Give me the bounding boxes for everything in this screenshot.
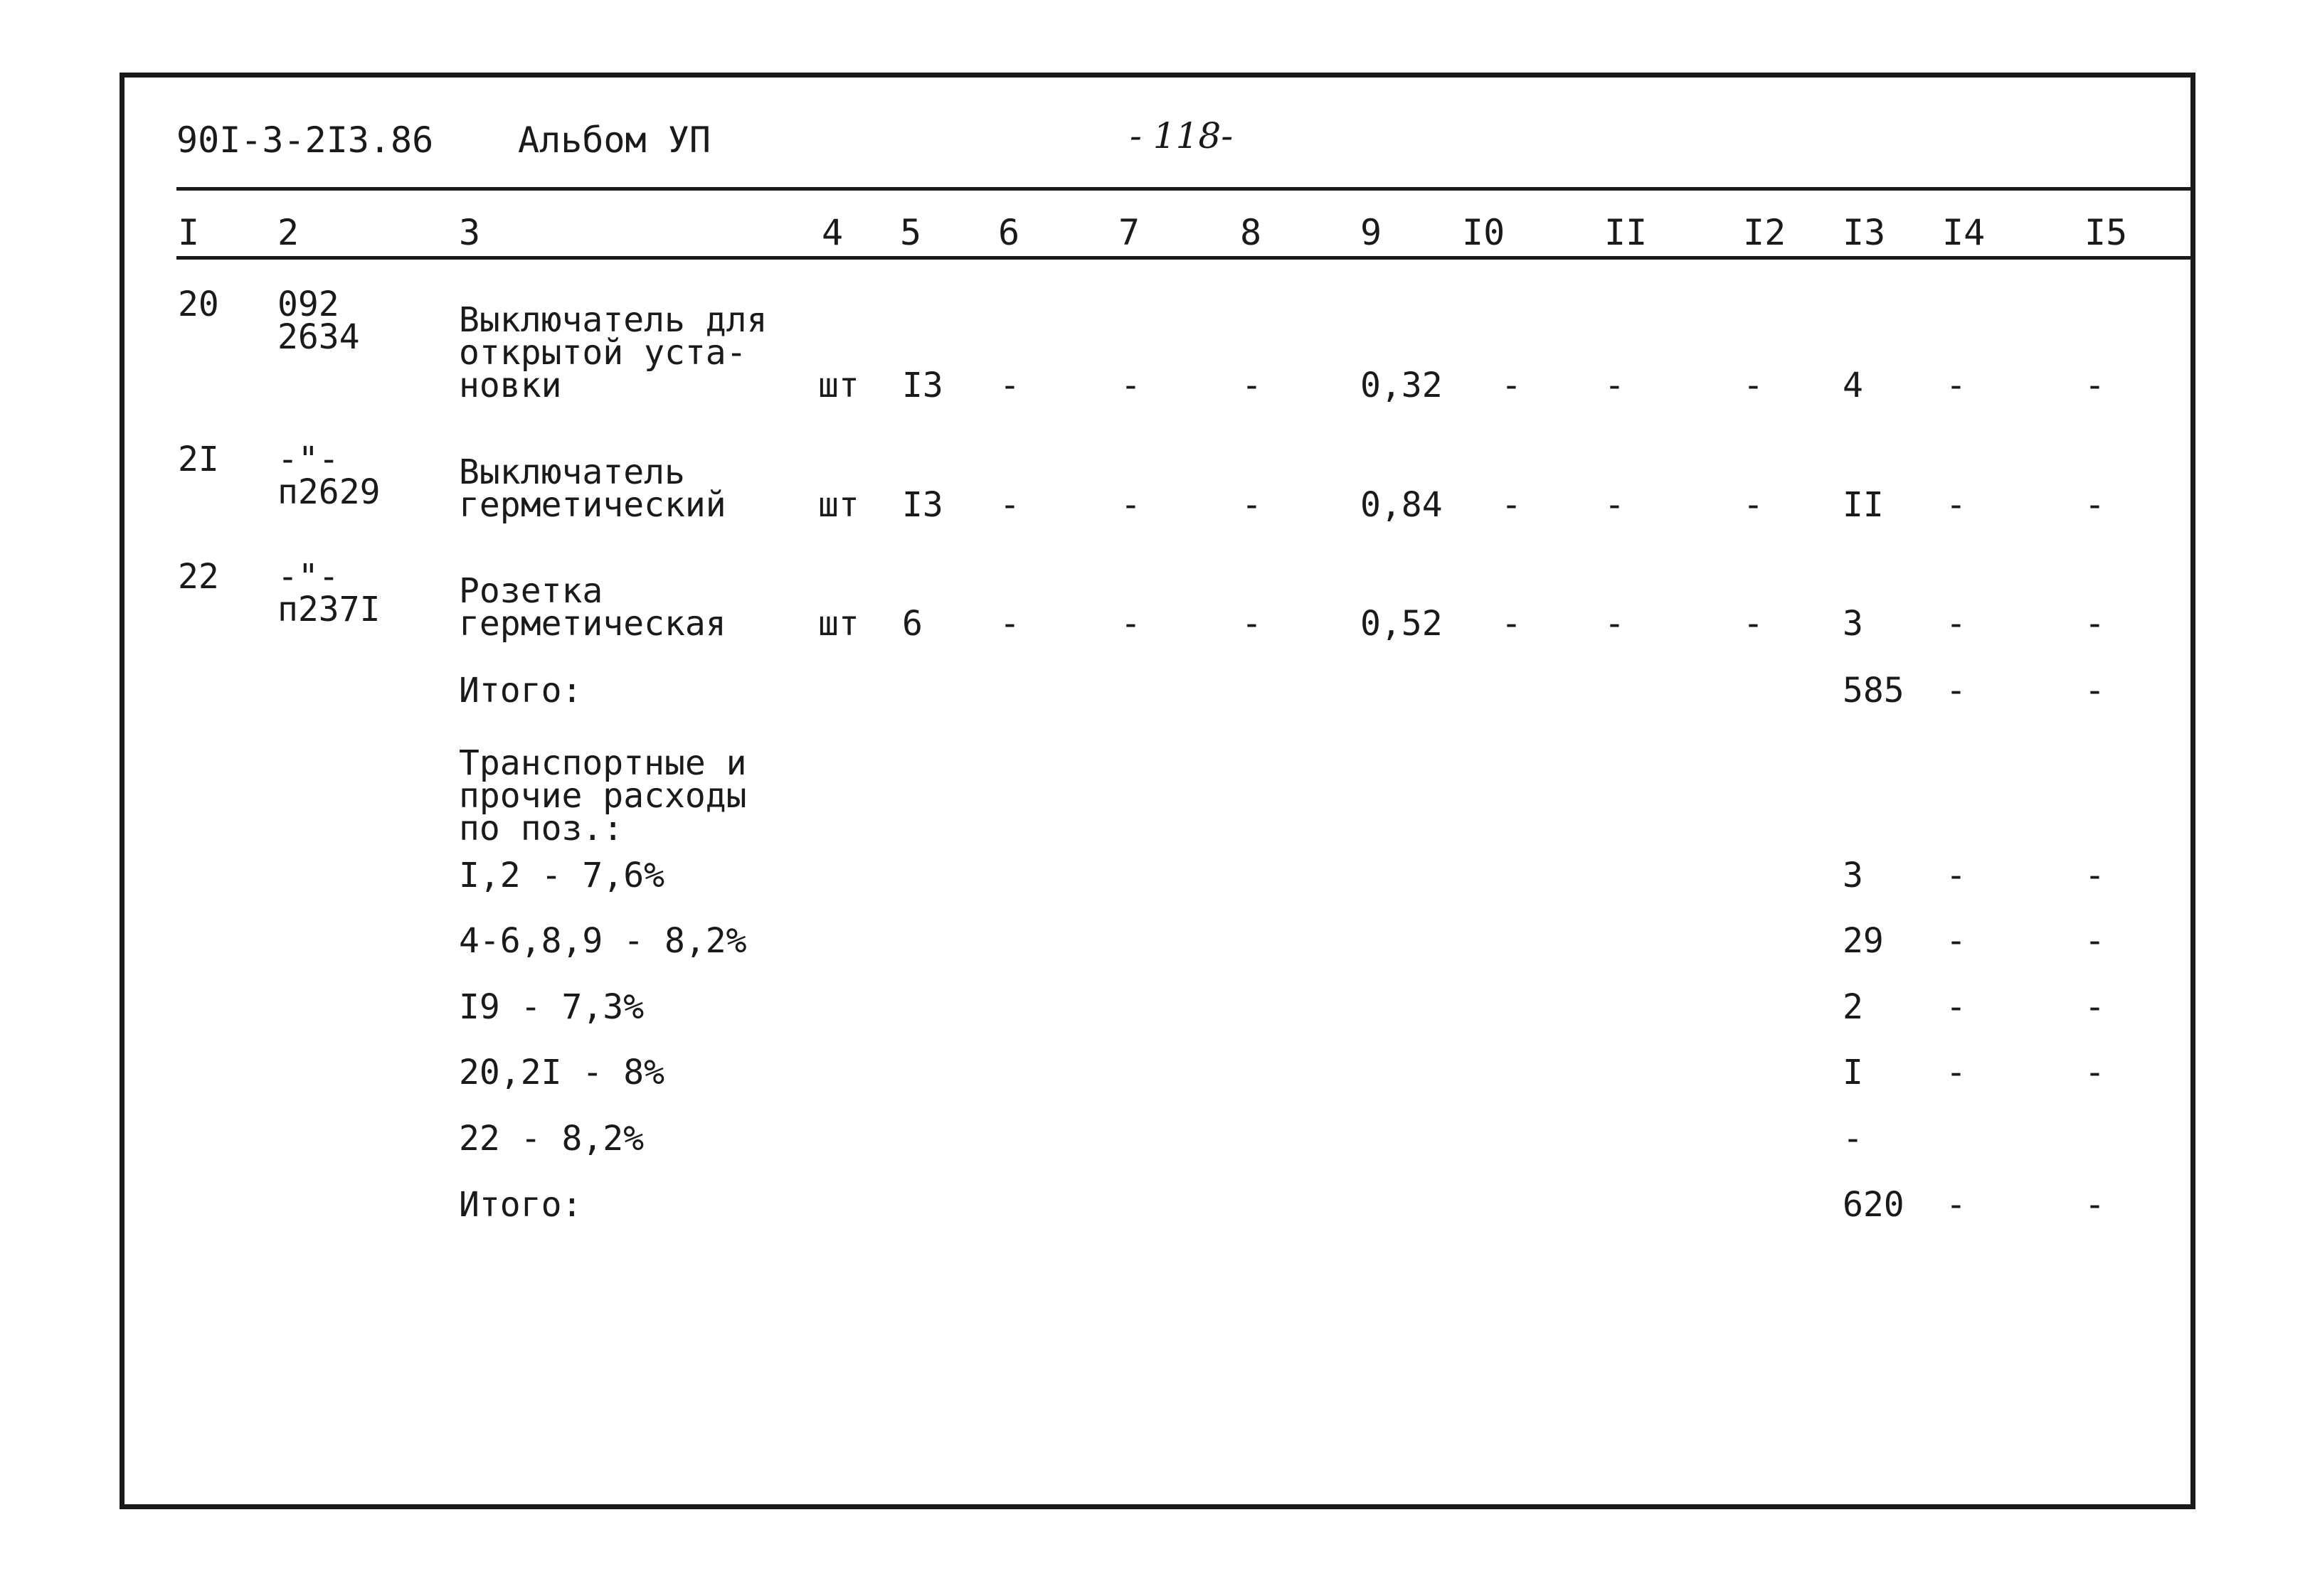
row-20-col15: - [2084, 366, 2105, 405]
row-21-col7: - [1120, 485, 1141, 525]
transport-line-label: 20,2I - 8% [459, 1053, 664, 1092]
column-header-8: 8 [1240, 212, 1262, 253]
row-20-col10: - [1501, 366, 1522, 405]
subtotal-col14: - [1946, 671, 1966, 711]
transport-line-col15: - [2084, 856, 2105, 895]
subtotal-label: Итого: [459, 671, 583, 711]
transport-line-label: I9 - 7,3% [459, 987, 645, 1027]
row-20-col11: - [1604, 366, 1625, 405]
transport-line-col13: - [1843, 1119, 1863, 1159]
row-21-qty: I3 [902, 485, 943, 525]
row-21-col15: - [2084, 485, 2105, 525]
album-title: Альбом УП [518, 119, 711, 161]
transport-line-col15: - [2084, 1053, 2105, 1092]
total-col13: 620 [1843, 1185, 1904, 1225]
subtotal-col13: 585 [1843, 671, 1904, 711]
row-20-code: 092 2634 [277, 284, 360, 357]
transport-line-col13: 2 [1843, 987, 1863, 1027]
transport-line-col13: 29 [1843, 921, 1884, 961]
row-21-col9: 0,84 [1360, 485, 1443, 525]
row-21-col10: - [1501, 485, 1522, 525]
subtotal-col15: - [2084, 671, 2105, 711]
row-20-col13: 4 [1843, 366, 1863, 405]
column-header-1: I [178, 212, 200, 253]
column-header-11: II [1604, 212, 1648, 253]
row-20-col9: 0,32 [1360, 366, 1443, 405]
header-rule-bottom [176, 256, 2195, 260]
column-header-3: 3 [459, 212, 481, 253]
row-22-col14: - [1946, 604, 1966, 644]
row-22-col7: - [1120, 604, 1141, 644]
column-header-12: I2 [1743, 212, 1786, 253]
total-col15: - [2084, 1185, 2105, 1225]
row-22-col11: - [1604, 604, 1625, 644]
row-21-col11: - [1604, 485, 1625, 525]
page-number: - 118- [1130, 115, 1234, 156]
row-22-unit: шт [818, 604, 859, 644]
row-22-col12: - [1743, 604, 1764, 644]
transport-line-label: I,2 - 7,6% [459, 856, 664, 895]
transport-line-col15: - [2084, 987, 2105, 1027]
row-21-unit: шт [818, 485, 859, 525]
transport-line-label: 22 - 8,2% [459, 1119, 645, 1159]
row-22-code: -"- п237I [277, 557, 381, 629]
row-22-col13: 3 [1843, 604, 1863, 644]
column-header-14: I4 [1942, 212, 1986, 253]
row-20-name: Выключатель для открытой уста- новки [459, 300, 768, 405]
row-21-col14: - [1946, 485, 1966, 525]
transport-line-col13: I [1843, 1053, 1863, 1092]
document-code: 90I-3-2I3.86 [176, 119, 434, 161]
row-21-col13: II [1843, 485, 1884, 525]
row-21-col8: - [1241, 485, 1262, 525]
row-22-col9: 0,52 [1360, 604, 1443, 644]
transport-line-label: 4-6,8,9 - 8,2% [459, 921, 747, 961]
row-20-col6: - [1000, 366, 1020, 405]
row-22-col6: - [1000, 604, 1020, 644]
column-header-7: 7 [1118, 212, 1140, 253]
column-header-15: I5 [2084, 212, 2128, 253]
row-21-position: 2I [178, 440, 219, 479]
column-header-5: 5 [900, 212, 922, 253]
row-22-qty: 6 [902, 604, 923, 644]
total-label: Итого: [459, 1185, 583, 1225]
row-20-col7: - [1120, 366, 1141, 405]
row-20-qty: I3 [902, 366, 943, 405]
row-22-col10: - [1501, 604, 1522, 644]
row-20-col8: - [1241, 366, 1262, 405]
column-header-4: 4 [822, 212, 844, 253]
row-22-position: 22 [178, 557, 219, 597]
row-20-col14: - [1946, 366, 1966, 405]
row-20-unit: шт [818, 366, 859, 405]
transport-line-col14: - [1946, 1053, 1966, 1092]
column-header-9: 9 [1360, 212, 1382, 253]
row-22-col8: - [1241, 604, 1262, 644]
page-frame [120, 73, 2195, 1509]
row-21-col6: - [1000, 485, 1020, 525]
row-22-name: Розетка герметическая [459, 571, 726, 644]
total-col14: - [1946, 1185, 1966, 1225]
transport-line-col14: - [1946, 921, 1966, 961]
row-21-code: -"- п2629 [277, 440, 381, 512]
transport-line-col14: - [1946, 987, 1966, 1027]
row-22-col15: - [2084, 604, 2105, 644]
column-header-6: 6 [998, 212, 1020, 253]
column-header-2: 2 [277, 212, 300, 253]
row-21-col12: - [1743, 485, 1764, 525]
transport-line-col15: - [2084, 921, 2105, 961]
transport-line-col13: 3 [1843, 856, 1863, 895]
row-20-position: 20 [178, 284, 219, 324]
row-21-name: Выключатель герметический [459, 452, 726, 525]
column-header-13: I3 [1843, 212, 1886, 253]
row-20-col12: - [1743, 366, 1764, 405]
transport-line-col14: - [1946, 856, 1966, 895]
column-header-10: I0 [1462, 212, 1505, 253]
header-rule-top [176, 187, 2195, 191]
transport-costs-heading: Транспортные и прочие расходы по поз.: [459, 743, 747, 848]
